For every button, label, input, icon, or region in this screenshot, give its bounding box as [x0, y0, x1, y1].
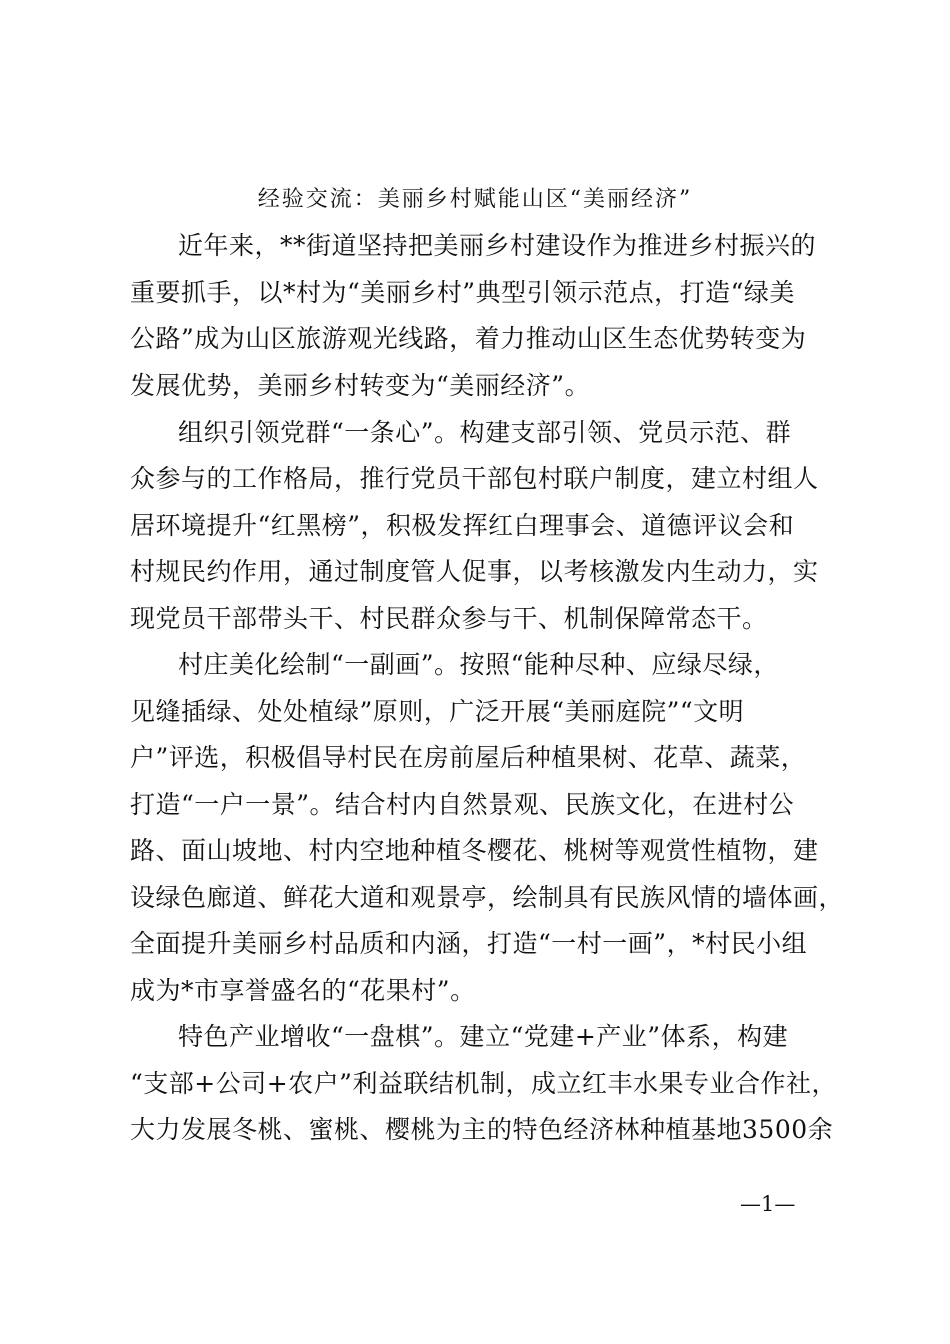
paragraph-line: 村规民约作用，通过制度管人促事，以考核激发内生动力，实 [130, 557, 819, 586]
paragraph-line: 发展优势，美丽乡村转变为“美丽经济”。 [130, 371, 591, 400]
paragraph-line: 户”评选，积极倡导村民在房前屋后种植果树、花草、蔬菜， [130, 743, 807, 772]
paragraph-line: 设绿色廊道、鲜花大道和观景亭，绘制具有民族风情的墙体画， [130, 883, 845, 912]
paragraph-line: 重要抓手，以*村为“美丽乡村”典型引领示范点，打造“绿美 [130, 278, 795, 307]
paragraph-line: 村庄美化绘制“一副画”。按照“能种尽种、应绿尽绿， [178, 650, 779, 679]
paragraph-line: 打造“一户一景”。结合村内自然景观、民族文化，在进村公 [130, 790, 795, 819]
paragraph-line: “支部+公司+农户”利益联结机制，成立红丰水果专业合作社， [130, 1069, 837, 1098]
page-number: —1— [740, 1192, 796, 1216]
document-title: 经验交流：美丽乡村赋能山区“美丽经济” [257, 187, 693, 212]
paragraph-line: 全面提升美丽乡村品质和内涵，打造“一村一画”，*村民小组 [130, 929, 808, 958]
paragraph-line: 众参与的工作格局，推行党员干部包村联户制度，建立村组人 [130, 464, 819, 493]
paragraph-line: 大力发展冬桃、蜜桃、樱桃为主的特色经济林种植基地3500余 [130, 1115, 834, 1144]
paragraph-line: 现党员干部带头干、村民群众参与干、机制保障常态干。 [130, 604, 768, 633]
paragraph-line: 路、面山坡地、村内空地种植冬樱花、桃树等观赏性植物，建 [130, 836, 819, 865]
paragraph-line: 特色产业增收“一盘棋”。建立“党建+产业”体系，构建 [178, 1022, 789, 1051]
paragraph-line: 组织引领党群“一条心”。构建支部引领、党员示范、群 [178, 418, 792, 447]
paragraph-line: 成为*市享誉盛名的“花果村”。 [130, 976, 476, 1005]
paragraph-line: 居环境提升“红黑榜”，积极发挥红白理事会、道德评议会和 [130, 511, 795, 540]
paragraph-line: 见缝插绿、处处植绿”原则，广泛开展“美丽庭院”“文明 [130, 697, 745, 726]
paragraph-line: 近年来，**街道坚持把美丽乡村建设作为推进乡村振兴的 [178, 231, 817, 260]
paragraph-line: 公路”成为山区旅游观光线路，着力推动山区生态优势转变为 [130, 324, 807, 353]
